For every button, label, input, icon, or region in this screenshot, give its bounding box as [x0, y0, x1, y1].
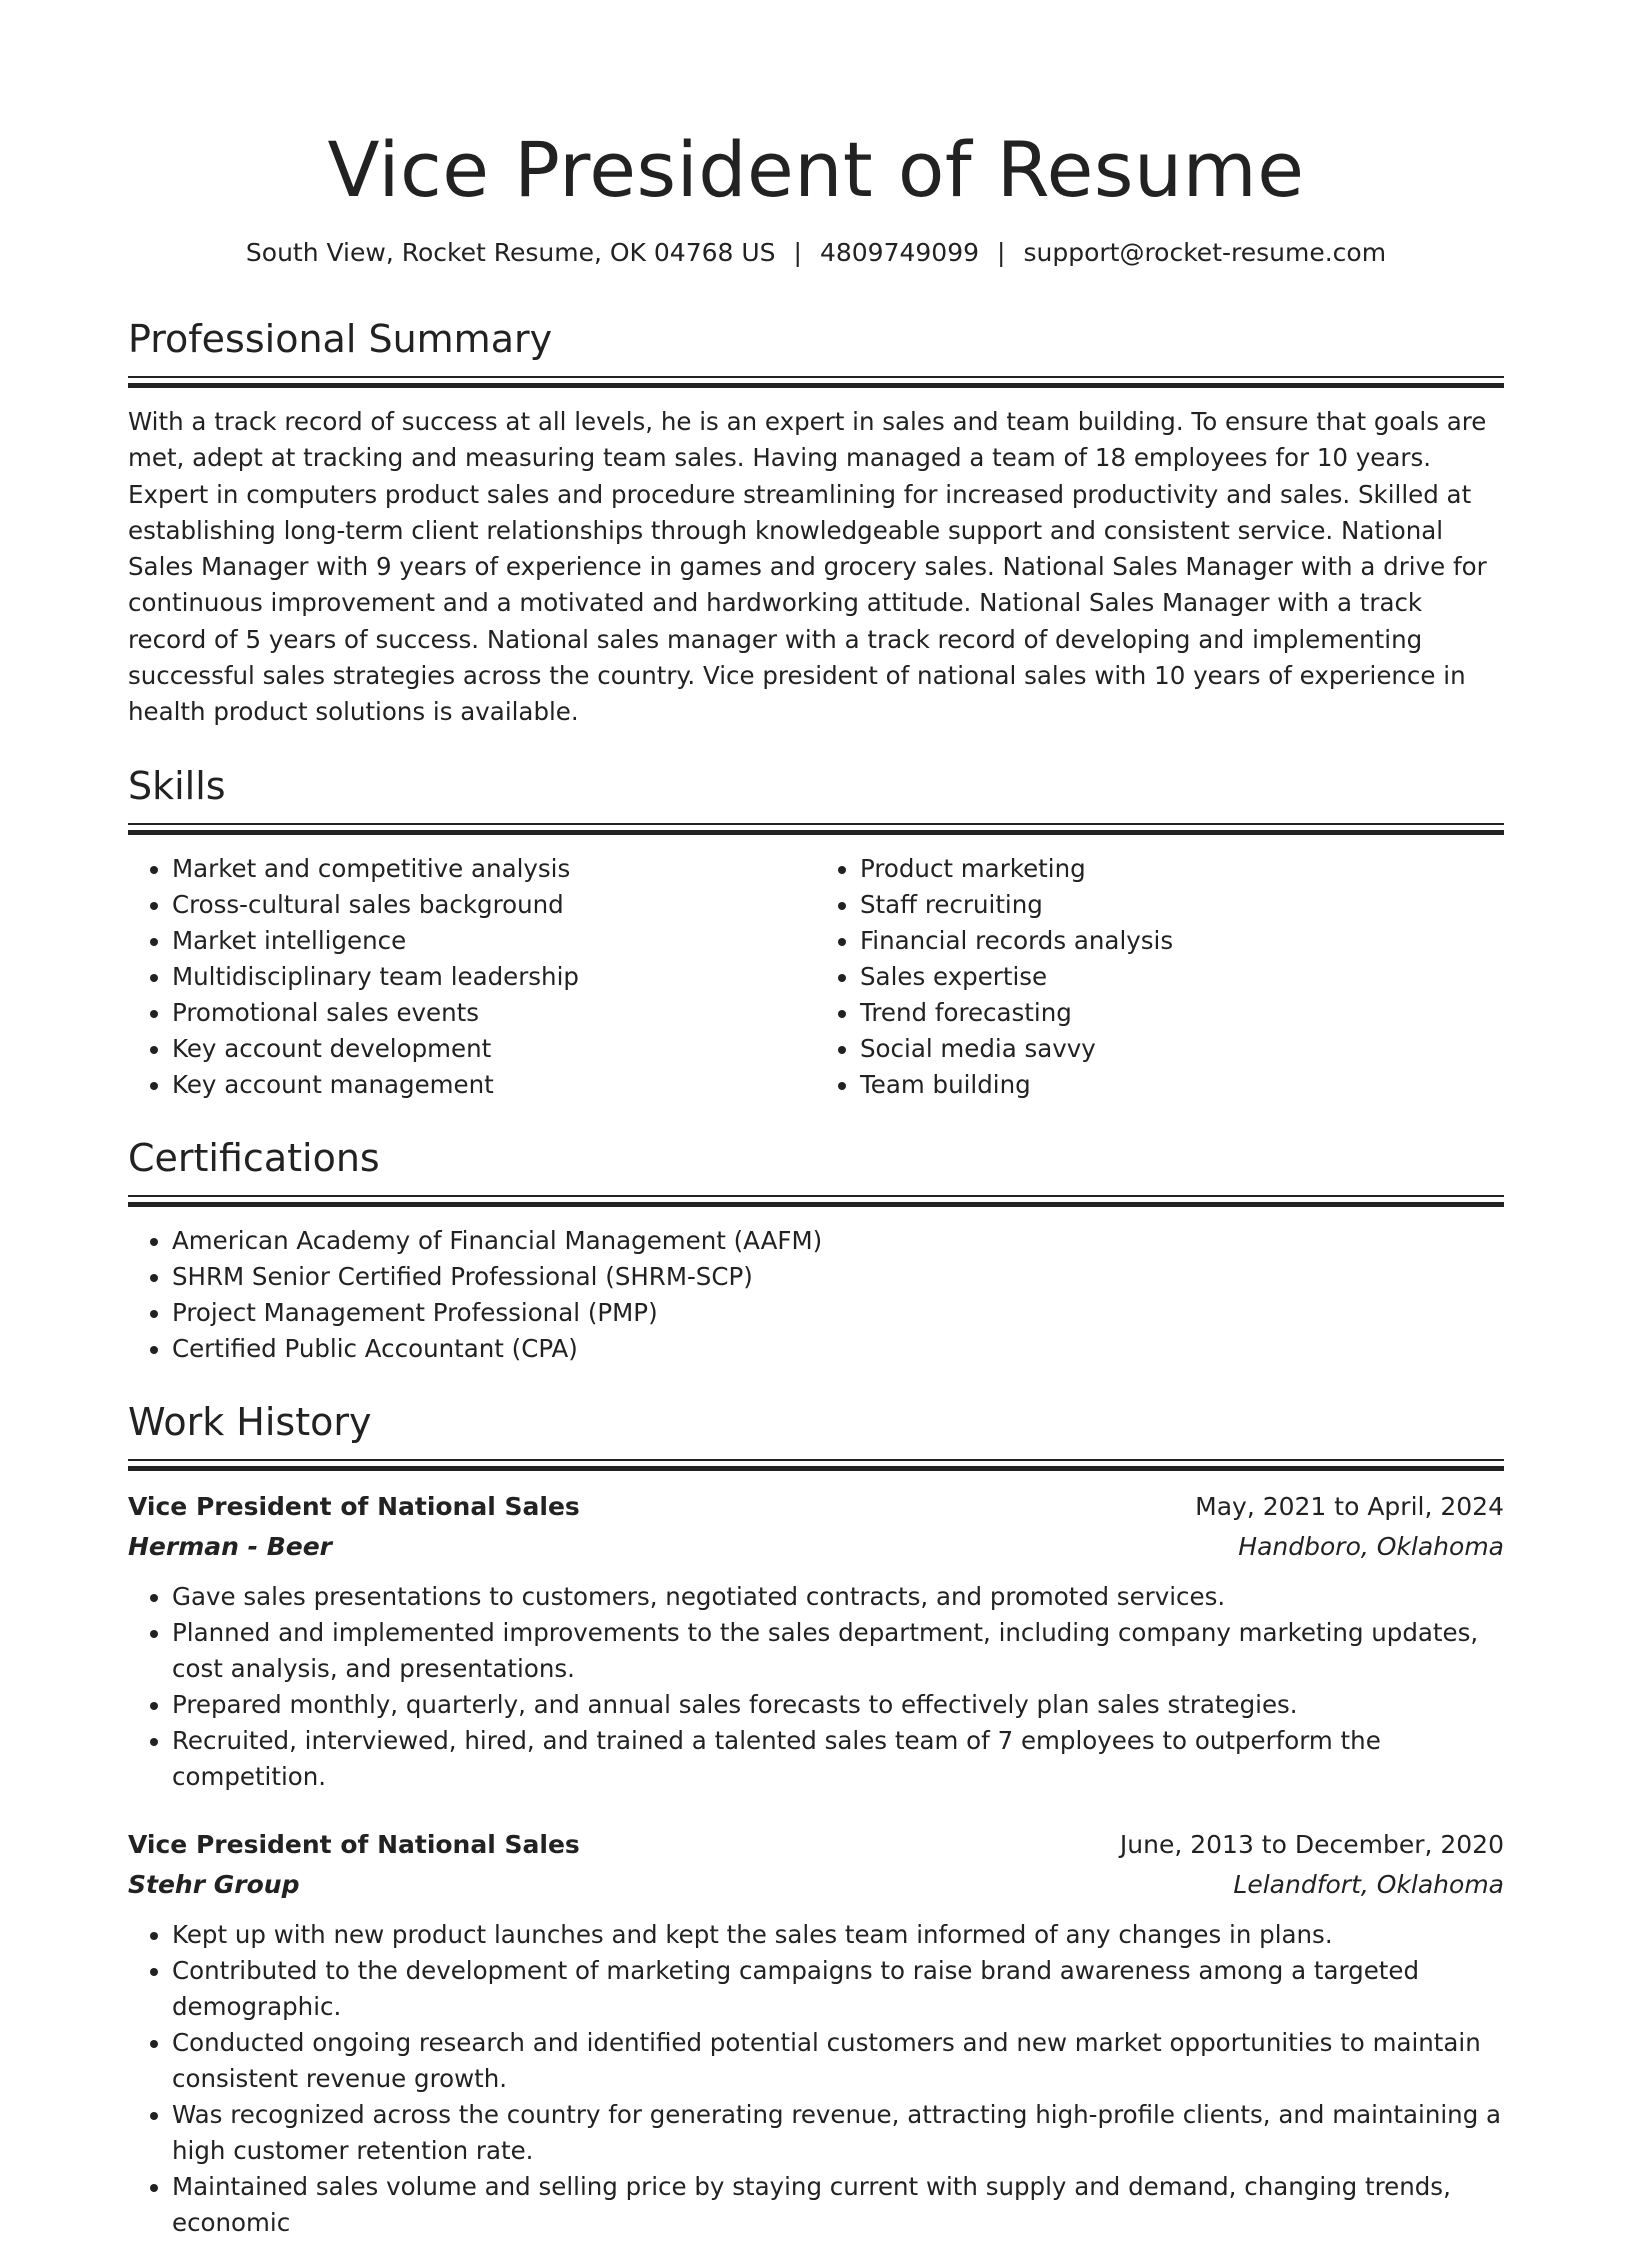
section-title-summary: Professional Summary [128, 317, 553, 361]
section-title-certifications: Certifications [128, 1135, 380, 1180]
contact-address: South View, Rocket Resume, OK 04768 US [245, 238, 776, 267]
skill-item: • Financial records analysis [860, 923, 1504, 959]
skill-item: • Staff recruiting [860, 887, 1504, 923]
certifications-list [128, 1223, 1504, 1367]
summary-text: With a track record of success at all levels, he is an expert in sales and team building. To ensure that goals are met, adept at tracking and measuring team sales. Having managed a team of 18 employees for 10 years. Expert in computers product sales and procedure streamlining for increased productivity and sales. Skilled at establishing long-term client relationships through knowledgeable support and consistent service. National Sales Manager with 9 years of experience in games and grocery sales. National Sales Manager with a drive for continuous improvement and a motivated and hardworking attitude. National Sales Manager with a track record of 5 years of success. National sales manager with a track record of developing and implementing successful sales strategies across the country. Vice president of national sales with 10 years of experience in health product solutions is available. [128, 407, 1487, 727]
job-entry [128, 1487, 1504, 1795]
job-bullet: • Kept up with new product launches and kept the sales team informed of any changes in plans. [172, 1917, 1504, 1953]
skill-item: • Sales expertise [860, 959, 1504, 995]
section-divider [128, 1459, 1504, 1471]
skill-item: • Key account management [172, 1067, 816, 1103]
skills-column-left [128, 851, 816, 1103]
section-divider [128, 823, 1504, 835]
job-location: Lelandfort, Oklahoma [1233, 1869, 1504, 1899]
contact-separator: | [793, 238, 802, 267]
job-bullet: • Conducted ongoing research and identified potential customers and new market opportunities to maintain consistent revenue growth. [172, 2025, 1504, 2097]
job-bullets [128, 1917, 1504, 2241]
job-company: Herman - Beer [128, 1531, 333, 1561]
job-header [128, 1825, 1504, 1865]
job-subheader [128, 1865, 1504, 1905]
job-bullet: • Was recognized across the country for generating revenue, attracting high-profile clients, and maintaining a high customer retention rate. [172, 2097, 1504, 2169]
skills-list [128, 851, 1504, 1103]
job-bullet: • Prepared monthly, quarterly, and annual sales forecasts to effectively plan sales strategies. [172, 1687, 1504, 1723]
section-title-skills: Skills [128, 763, 226, 808]
job-header [128, 1487, 1504, 1527]
skill-item: • Product marketing [860, 851, 1504, 887]
skill-item: • Social media savvy [860, 1031, 1504, 1067]
skills-column-right [816, 851, 1504, 1103]
job-location: Handboro, Oklahoma [1238, 1531, 1504, 1561]
job-bullets [128, 1579, 1504, 1795]
job-dates: May, 2021 to April, 2024 [1195, 1491, 1504, 1521]
job-bullet: • Recruited, interviewed, hired, and trained a talented sales team of 7 employees to outperform the competition. [172, 1723, 1504, 1795]
certification-item: • Project Management Professional (PMP) [172, 1295, 1504, 1331]
section-divider [128, 1195, 1504, 1207]
skill-item: • Market and competitive analysis [172, 851, 816, 887]
certification-item: • American Academy of Financial Management (AAFM) [172, 1223, 1504, 1259]
certification-item: • Certified Public Accountant (CPA) [172, 1331, 1504, 1367]
skill-item: • Multidisciplinary team leadership [172, 959, 816, 995]
contact-email: support@rocket-resume.com [1023, 238, 1387, 267]
skill-item: • Market intelligence [172, 923, 816, 959]
skill-item: • Key account development [172, 1031, 816, 1067]
job-bullet: • Contributed to the development of marketing campaigns to raise brand awareness among a targeted demographic. [172, 1953, 1504, 2025]
skill-item: • Cross-cultural sales background [172, 887, 816, 923]
contact-line [128, 236, 1504, 270]
job-title: Vice President of National Sales [128, 1491, 580, 1521]
job-title: Vice President of National Sales [128, 1829, 580, 1859]
job-subheader [128, 1527, 1504, 1567]
certification-item: • SHRM Senior Certified Professional (SHRM-SCP) [172, 1259, 1504, 1295]
skill-item: • Promotional sales events [172, 995, 816, 1031]
skill-item: • Team building [860, 1067, 1504, 1103]
contact-separator: | [997, 238, 1006, 267]
job-dates: June, 2013 to December, 2020 [1119, 1829, 1504, 1859]
job-bullet: • Gave sales presentations to customers, negotiated contracts, and promoted services. [172, 1579, 1504, 1615]
job-entry [128, 1825, 1504, 2241]
section-title-work-history: Work History [128, 1399, 372, 1444]
section-divider [128, 376, 1504, 388]
job-bullet: • Maintained sales volume and selling price by staying current with supply and demand, changing trends, economic [172, 2169, 1504, 2241]
job-bullet: • Planned and implemented improvements to the sales department, including company marketing updates, cost analysis, and presentations. [172, 1615, 1504, 1687]
contact-phone: 4809749099 [819, 238, 980, 267]
skill-item: • Trend forecasting [860, 995, 1504, 1031]
job-company: Stehr Group [128, 1869, 300, 1899]
resume-page [0, 120, 1632, 2237]
resume-name: Vice President of Resume [327, 125, 1305, 214]
